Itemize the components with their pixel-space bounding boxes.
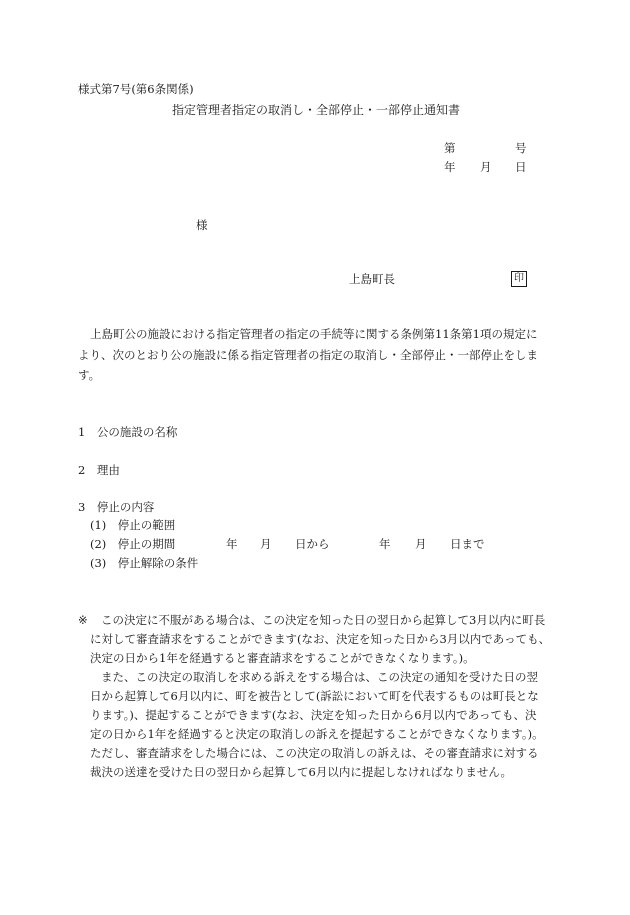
period-end-year: 年	[379, 537, 391, 551]
sub-item-release-conditions: (3) 停止解除の条件	[90, 556, 199, 570]
note-line-4: また、この決定の取消しを求める訴えをする場合は、この決定の通知を受けた日の翌	[101, 670, 538, 684]
note-line-3: 決定の日から1年を経過すると審査請求をすることができなくなります。)。	[90, 651, 475, 665]
sub-item-period-label: (2) 停止の期間	[90, 537, 176, 551]
period-start-month: 月	[260, 537, 272, 551]
date-month: 月	[480, 160, 492, 174]
period-start-year: 年	[226, 537, 238, 551]
note-line-1: この決定に不服がある場合は、この決定を知った日の翌日から起算して3月以内に町長	[101, 613, 546, 627]
sub-item-scope: (1) 停止の範囲	[90, 518, 176, 532]
document-title: 指定管理者指定の取消し・全部停止・一部停止通知書	[172, 103, 461, 117]
seal-mark: 印	[511, 271, 527, 287]
note-line-9: 裁決の送達を受けた日の翌日から起算して6月以内に提起しなければなりません。	[90, 765, 513, 779]
period-end-month: 月	[415, 537, 427, 551]
item-reason: 2 理由	[78, 463, 120, 477]
body-line-3: す。	[78, 368, 101, 382]
note-line-2: に対して審査請求をすることができます(なお、決定を知った日から3月以内であっても、	[90, 632, 551, 646]
date-day: 日	[515, 160, 527, 174]
note-line-5: 日から起算して6月以内に、町を被告として(訴訟において町を代表するものは町長とな	[90, 689, 539, 703]
sender-name: 上島町長	[349, 272, 395, 286]
date-year: 年	[444, 160, 456, 174]
period-start-day: 日から	[295, 537, 330, 551]
body-line-2: より、次のとおり公の施設に係る指定管理者の指定の取消し・全部停止・一部停止をしま	[78, 348, 538, 362]
form-number: 様式第7号(第6条関係)	[78, 82, 194, 96]
body-line-1: 上島町公の施設における指定管理者の指定の手続等に関する条例第11条第1項の規定に	[90, 327, 538, 341]
period-end-day: 日まで	[450, 537, 485, 551]
addressee-suffix: 様	[196, 218, 208, 232]
item-suspension-content: 3 停止の内容	[78, 500, 155, 514]
doc-number-suffix: 号	[515, 141, 527, 155]
item-facility-name: 1 公の施設の名称	[78, 425, 178, 439]
note-line-7: 定の日から1年を経過すると決定の取消しの訴えを提起することができなくなります。)。	[90, 727, 544, 741]
note-line-6: ります。)、提起することができます(なお、決定を知った日から6月以内であっても、決	[90, 708, 537, 722]
note-line-8: ただし、審査請求をした場合には、この決定の取消しの訴えは、その審査請求に対する	[90, 746, 539, 760]
note-mark: ※	[78, 613, 88, 627]
doc-number-prefix: 第	[444, 141, 456, 155]
